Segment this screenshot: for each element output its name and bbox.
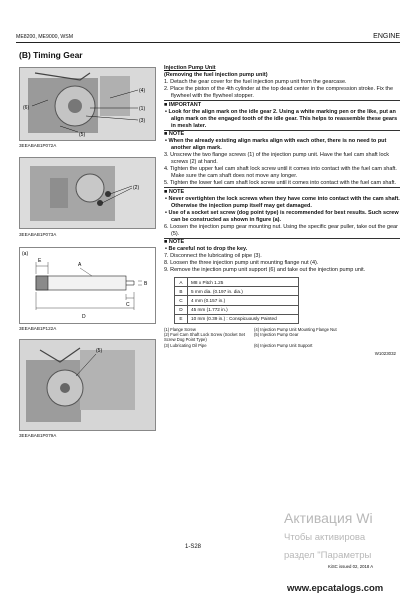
table-row: B 5 mm dia. (0.197 in. dia.) [175,287,299,296]
document-code: W1023032 [374,350,396,356]
dimension-label: C [126,302,130,308]
note-item: • Be careful not to drop the key. [165,246,248,252]
legend-item: (1) Flange Screw [164,326,196,332]
procedure-column [164,65,400,357]
important-item: • Look for the align mark on the idle gear 2. Using a white marking pen or the like, put an align mark on the engaged tooth of the idle gear. This helps to reassemble these gears in mesh later. [165,108,398,129]
figure-caption: 3EEABAB1P072A [19,143,57,148]
procedure-step: 7. Disconnect the lubricating oil pipe (3). [164,253,262,259]
engine-photo-illustration [20,340,155,430]
callout-label: (5) [96,348,103,354]
note-icon: ■ [164,188,168,195]
legend-item: (3) Lubricating Oil Pipe [164,342,207,348]
issue-info: KiSC issued 02, 2018 A [328,564,374,569]
procedure-heading: Injection Pump Unit [164,65,216,71]
figure-caption: 3EEABAB1P073A [19,232,57,237]
note-label: ■ NOTE [164,238,400,247]
legend-item: (2) Fuel Cam Shaft Lock Screw (Socket Set Screw Dog Point Type) [164,332,245,343]
spec-table [174,277,299,324]
callout-label: (5) [79,132,86,138]
figure-caption: 3EEABAB1P122A [19,326,57,331]
section-title: (B) Timing Gear [19,50,83,60]
procedure-subheading: (Removing the fuel injection pump unit) [164,72,268,78]
engine-photo-illustration [20,158,155,228]
table-row: D 45 mm (1.772 in.) [175,305,299,314]
procedure-step: 4. Tighten the upper fuel cam shaft lock screw until it comes into contact with the fuel cam shaft. Make sure the cam shaft does not move any longer. [164,166,397,179]
legend-item: (5) Injection Pump Gear [254,332,299,338]
figure-pump-front [19,67,156,141]
dimension-label: A [78,262,82,268]
procedure-step: 9. Remove the injection pump unit support (6) and take out the injection pump unit. [164,267,366,273]
note-label: ■ NOTE [164,130,400,139]
header-models: ME8200, ME9000, WSM [16,34,74,40]
panel-label: (a) [22,251,29,257]
activation-watermark-line: раздел "Параметры [284,550,372,561]
note-item: • When the already existing align marks align with each other, there is no need to put another align mark. [165,138,387,151]
important-icon: ■ [164,101,168,108]
callout-label: (6) [23,105,30,111]
procedure-step: 1. Detach the gear cover for the fuel injection pump unit from the gearcase. [164,79,347,85]
important-label: ■ IMPORTANT [164,100,400,109]
table-row: E 10 mm (0.39 in.) : Conspicuously Painted [175,314,299,323]
legend-item: (6) Injection Pump Unit Support [254,342,313,348]
header-divider [16,42,400,43]
note-item: • Never overtighten the lock screws when they have come into contact with the cam shaft. Otherwise the injection pump itself may get damaged. [165,195,400,209]
figure-caption: 3EEABAB1P079A [19,433,57,438]
activation-watermark-line: Активация Wi [284,510,373,526]
dimension-label: D [82,314,86,320]
legend-item: (4) Injection Pump Unit Mounting Flange Nut [254,326,337,332]
table-row: A M8 x Pitch 1.25 [175,278,299,287]
note-item: • Use of a socket set screw (dog point type) is recommended for best results. Such screw can be constructed as shown in figure (a). [165,209,399,223]
note-icon: ■ [164,131,168,137]
procedure-step: 3. Unscrew the two flange screws (1) of the injection pump unit. Have the fuel cam shaft lock screws (2) at hand. [164,152,390,165]
procedure-step: 8. Loosen the three injection pump unit mounting flange nut (4). [164,260,319,266]
footer-url: www.epcatalogs.com [287,583,384,594]
table-row: C 4 mm (0.157 in.) [175,296,299,305]
procedure-step: 2. Place the piston of the 4th cylinder at the top dead center in the compression stroke. Fix the flywheel with the flywheel stopper. [164,86,394,99]
callout-label: (1) [139,106,146,112]
procedure-step: 6. Loosen the injection pump gear mounting nut. Using the specific gear puller, take out the gear (5). [164,223,398,237]
parts-legend [164,327,400,348]
dimension-label: E [38,258,42,264]
figure-pump-gear [19,339,156,431]
callout-label: (4) [139,88,146,94]
callout-label: (3) [139,118,146,124]
activation-watermark-line: Чтобы активирова [284,532,366,543]
dimension-label: B [144,281,148,287]
page-number: 1-S28 [185,544,202,550]
callout-label: (2) [133,185,140,191]
engine-photo-illustration [20,68,155,140]
header-section: ENGINE [373,33,400,40]
procedure-step: 5. Tighten the lower fuel cam shaft lock screw until it comes into contact with the fuel cam shaft. [164,180,397,186]
figure-lock-screws [19,157,156,229]
figure-set-screw-drawing [19,247,156,324]
note-label: ■ NOTE [164,187,400,196]
note-icon: ■ [164,239,168,245]
set-screw-diagram [20,248,155,323]
